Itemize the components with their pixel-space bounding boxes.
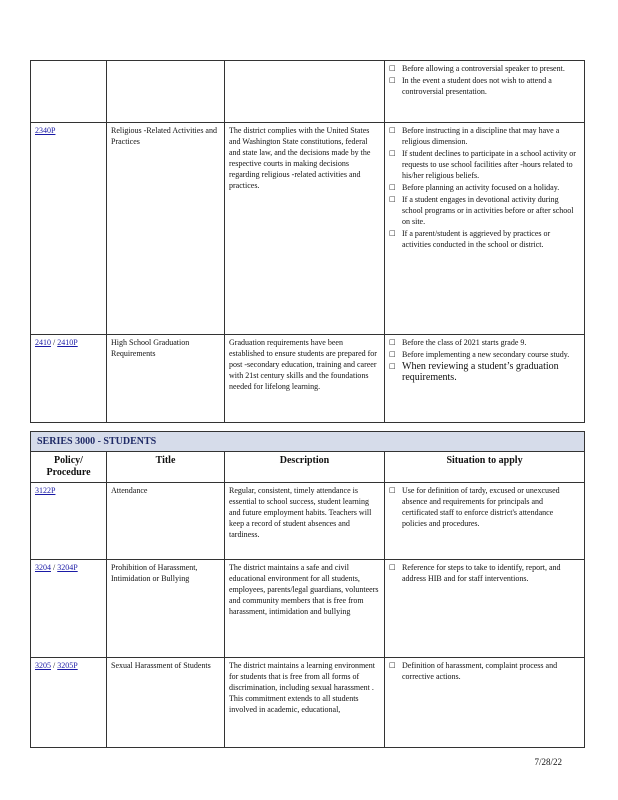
policy-table-continued (30, 60, 585, 423)
situation-cell (385, 483, 585, 560)
situation-item: □ Before instructing in a discipline that may have a religious dimension. (389, 125, 580, 147)
policy-cell (31, 61, 107, 123)
column-header-situation: Situation to apply (385, 452, 585, 483)
table-row (31, 658, 585, 748)
policy-cell (31, 123, 107, 335)
situation-item: □ Definition of harassment, complaint process and corrective actions. (389, 660, 580, 682)
situation-cell (385, 123, 585, 335)
policy-link[interactable]: 2340P (35, 126, 56, 135)
page-date: 7/28/22 (534, 757, 562, 767)
description-cell: Regular, consistent, timely attendance is essential to school success, student learning and future employment habits. Teachers will keep a record of student absences and tardiness. (225, 483, 385, 560)
description-cell: The district maintains a learning environment for students that is free from all forms of discrimination, including sexual harassment . This commitment extends to all students involved in academic, educational, (225, 658, 385, 748)
situation-item: □ Use for definition of tardy, excused or unexcused absence and requirements for principals and certificated staff to enforce district's attendance policies and procedures. (389, 485, 580, 529)
description-cell: Graduation requirements have been established to ensure students are prepared for post -secondary education, training and career with 21st century skills and the foundations needed for lifelong learning. (225, 335, 385, 423)
table-row (31, 483, 585, 560)
title-cell: Prohibition of Harassment, Intimidation or Bullying (107, 560, 225, 658)
column-header-title: Title (107, 452, 225, 483)
title-cell: Religious -Related Activities and Practices (107, 123, 225, 335)
situation-cell (385, 560, 585, 658)
title-cell: Attendance (107, 483, 225, 560)
policy-link[interactable]: 3205 (35, 661, 51, 670)
situation-item: □ Before allowing a controversial speaker to present. (389, 63, 580, 74)
column-header-description: Description (225, 452, 385, 483)
procedure-link[interactable]: 3205P (57, 661, 78, 670)
table-row (31, 560, 585, 658)
situation-cell (385, 61, 585, 123)
column-header-row (31, 452, 585, 483)
series-header-row (31, 432, 585, 452)
situation-cell (385, 658, 585, 748)
procedure-link[interactable]: 3204P (57, 563, 78, 572)
series-label: SERIES 3000 - STUDENTS (31, 432, 585, 452)
policy-link[interactable]: 2410 (35, 338, 51, 347)
description-cell: The district maintains a safe and civil educational environment for all students, employees, parents/legal guardians, volunteers and community members that is free from harassment, intimidation and bullying (225, 560, 385, 658)
table-row (31, 123, 585, 335)
procedure-link[interactable]: 2410P (57, 338, 78, 347)
policy-cell: 3204 / 3204P (31, 560, 107, 658)
policy-table-students (30, 431, 585, 748)
situation-item: □ Before the class of 2021 starts grade 9. (389, 337, 580, 348)
title-cell: Sexual Harassment of Students (107, 658, 225, 748)
situation-item: □ When reviewing a student’s graduation requirements. (389, 361, 580, 383)
situation-item: □ Reference for steps to take to identify, report, and address HIB and for staff interventions. (389, 562, 580, 584)
description-cell: The district complies with the United States and Washington State constitutions, federal and state law, and the decisions made by the respective courts in making decisions regarding religious -related activities and practices. (225, 123, 385, 335)
title-cell (107, 61, 225, 123)
situation-item: □ Before planning an activity focused on a holiday. (389, 182, 580, 193)
policy-link[interactable]: 3122P (35, 486, 56, 495)
situation-item: □ If a parent/student is aggrieved by practices or activities conducted in the school or district. (389, 228, 580, 250)
situation-item: □ Before implementing a new secondary course study. (389, 349, 580, 360)
description-cell (225, 61, 385, 123)
situation-item: □ If student declines to participate in a school activity or requests to use school facilities after -hours related to his/her religious beliefs. (389, 148, 580, 181)
policy-link[interactable]: 3204 (35, 563, 51, 572)
table-row (31, 61, 585, 123)
table-row (31, 335, 585, 423)
situation-item: □ In the event a student does not wish to attend a controversial presentation. (389, 75, 580, 97)
title-cell: High School Graduation Requirements (107, 335, 225, 423)
policy-cell: 3205 / 3205P (31, 658, 107, 748)
column-header-policy: Policy/ Procedure (31, 452, 107, 483)
policy-cell: 2410 / 2410P (31, 335, 107, 423)
situation-item: □ If a student engages in devotional activity during school programs or in activities before or after school on site. (389, 194, 580, 227)
situation-cell (385, 335, 585, 423)
policy-cell (31, 483, 107, 560)
